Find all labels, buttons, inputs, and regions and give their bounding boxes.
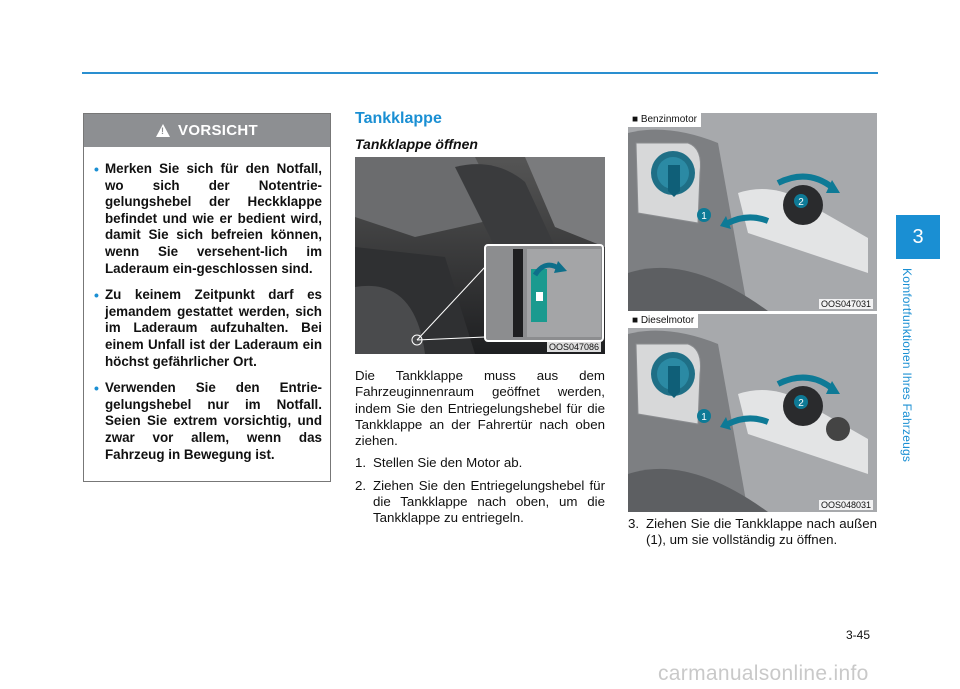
intro-paragraph: Die Tankklappe muss aus dem Fahrzeuginnenraum geöffnet werden, indem Sie den Entriegelungshebel für die Tankklappe an der Fahrertür nach oben ziehen. [355, 368, 605, 449]
petrol-illustration [628, 113, 877, 311]
figure-label: ■ Benzinmotor [628, 113, 701, 127]
callout-1: 1 [701, 412, 707, 423]
caution-list [84, 147, 330, 463]
watermark: carmanualsonline.info [658, 662, 869, 685]
caution-item: • Merken Sie sich für den Notfall, wo sich der Notentrie-gelungshebel der Heckklappe befindet und wie er bedient wird, damit Sie sich befreien können, wenn Sie versehent-lich im Laderaum ein-geschlossen sind. [94, 161, 322, 276]
figure-code: OOS047031 [820, 299, 871, 309]
caution-item: • Zu keinem Zeitpunkt darf es jemandem gestattet werden, sich im Laderaum aufzuhalten. Bei einem Unfall ist der Laderaum ein höchst gefährlicher Ort. [94, 287, 322, 369]
figure-code: OOS048031 [820, 500, 871, 510]
caution-item: • Verwenden Sie den Entrie-gelungshebel nur im Notfall. Seien Sie extrem vorsichtig, und zwar vor allem, wenn das Fahrzeug in Bewegung ist. [94, 380, 322, 462]
section-title: Tankklappe [355, 110, 442, 127]
diesel-illustration [628, 314, 877, 512]
page-number: 3-45 [846, 628, 871, 642]
callout-2: 2 [798, 398, 804, 409]
figure-label: ■ Dieselmotor [628, 314, 698, 328]
chapter-title: Komfortfunktionen Ihres Fahrzeugs [900, 268, 914, 463]
callout-2: 2 [798, 197, 804, 208]
step-item: 2. Ziehen Sie den Entriegelungshebel für die Tankklappe nach oben, um die Tankklappe zu entriegeln. [355, 477, 605, 526]
warning-icon [156, 124, 170, 137]
figure-petrol-fuel-door [628, 113, 877, 311]
caution-header [84, 114, 330, 147]
bullet-icon: • [94, 161, 99, 177]
bullet-icon: • [94, 380, 99, 397]
step-item: 1. Stellen Sie den Motor ab. [355, 455, 523, 471]
figure-code: OOS047086 [548, 342, 599, 352]
figure-interior-lever [355, 157, 605, 354]
top-rule [82, 72, 878, 74]
section-subtitle: Tankklappe öffnen [355, 136, 478, 152]
caution-box [83, 113, 331, 482]
caution-title: VORSICHT [178, 122, 258, 139]
interior-illustration [355, 157, 605, 354]
step-item: 3. Ziehen Sie die Tankklappe nach außen (1), um sie vollständig zu öffnen. [628, 516, 877, 548]
right-text [628, 516, 877, 555]
chapter-tab: 3 [896, 215, 940, 259]
steps-list [628, 516, 877, 549]
body-text [355, 368, 605, 533]
steps-list [355, 455, 605, 526]
bullet-icon: • [94, 287, 99, 304]
figure-diesel-fuel-door [628, 314, 877, 512]
callout-1: 1 [701, 211, 707, 222]
